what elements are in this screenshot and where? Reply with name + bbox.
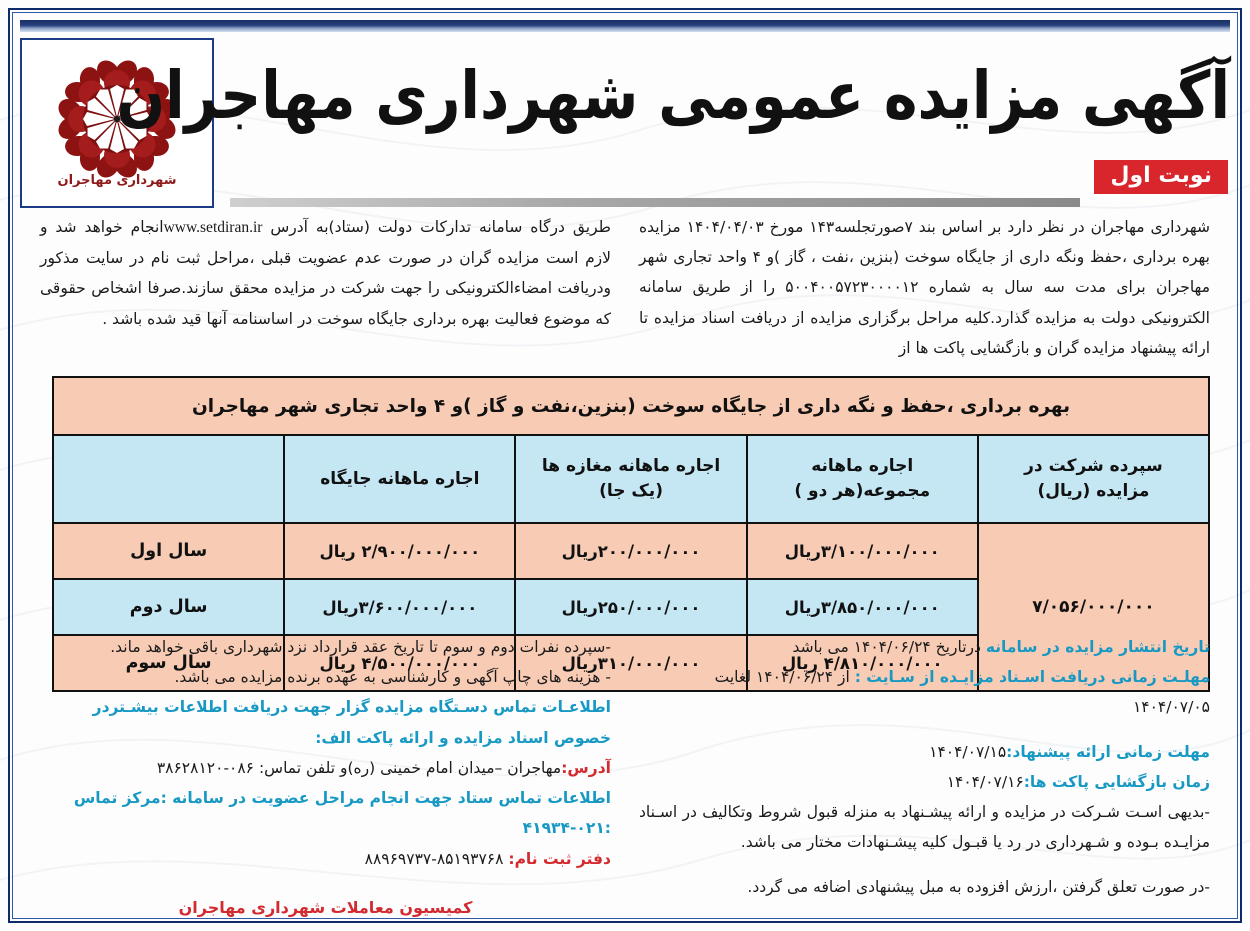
envelope-opening-value: ۱۴۰۴/۰۷/۱۶ xyxy=(946,772,1024,791)
year1-shops-rent: ۲۰۰/۰۰۰/۰۰۰ریال xyxy=(515,523,746,579)
intro-section xyxy=(22,212,1228,367)
column-header-station-rent xyxy=(284,435,515,523)
publish-date-value: درتاریخ ۱۴۰۴/۰۶/۲۴ می باشد xyxy=(792,638,981,656)
commission-signature: کمیسیون معاملات شهرداری مهاجران xyxy=(178,897,473,917)
year2-total-rent: ۳/۸۵۰/۰۰۰/۰۰۰ریال xyxy=(747,579,978,635)
year2-station-rent: ۳/۶۰۰/۰۰۰/۰۰۰ریال xyxy=(284,579,515,635)
column-header-deposit xyxy=(978,435,1209,523)
table-row xyxy=(53,523,1209,579)
intro-left-part1: طریق درگاه سامانه تدارکات دولت (ستاد)به آدرس xyxy=(270,218,611,236)
column-header-total-rent xyxy=(747,435,978,523)
docs-period-line xyxy=(639,662,1210,722)
address-value: مهاجران –میدان امام خمینی (ره)و تلفن تماس: ۰۸۶-۳۸۶۲۸۱۲۰ xyxy=(156,758,562,777)
docs-period-label: مهلـت زمانی دریافت اسـناد مزایـده از سـایت : xyxy=(854,668,1210,687)
table-caption-row xyxy=(53,377,1209,435)
setadiran-url[interactable]: www.setdiran.ir xyxy=(163,219,263,236)
year3-shops-rent: ۳۱۰/۰۰۰/۰۰۰ریال xyxy=(515,635,746,691)
page-header xyxy=(20,20,1230,210)
page-title: آگهی مزایده عمومی شهرداری مهاجران xyxy=(116,58,1230,134)
call-center-value: ۰۲۱-۴۱۹۳۴ xyxy=(522,819,605,838)
bottom-section xyxy=(22,632,1228,917)
round-badge: نوبت اول xyxy=(1094,160,1228,194)
year3-total-rent: ۴/۸۱۰/۰۰۰/۰۰۰ ریال xyxy=(747,635,978,691)
condition-note-2: -در صورت تعلق گرفتن ،ارزش افزوده به مبل پیشنهادی اضافه می گردد. xyxy=(747,877,1210,896)
column-header-total-rent-l2: مجموعه(هر دو ) xyxy=(794,481,931,501)
setad-contact-heading: اطلاعات تماس ستاد جهت انجام مراحل عضویت در سامانه : xyxy=(160,789,611,808)
year3-station-rent: ۴/۵۰۰/۰۰۰/۰۰۰ ریال xyxy=(284,635,515,691)
envelope-opening-line xyxy=(639,767,1210,797)
column-header-deposit-l2: مزایده (ریال) xyxy=(1037,481,1150,501)
year1-label: سال اول xyxy=(53,523,284,579)
table-caption: بهره برداری ،حفظ و نگه داری از جایگاه سوخت (بنزین،نفت و گاز )و ۴ واحد تجاری شهر مهاجران xyxy=(53,377,1209,435)
header-top-band xyxy=(20,20,1230,32)
contacts-column xyxy=(22,632,625,917)
year1-total-rent: ۳/۱۰۰/۰۰۰/۰۰۰ریال xyxy=(747,523,978,579)
intro-paragraph-right: شهرداری مهاجران در نظر دارد بر اساس بند ۷صورتجلسه۱۴۳ مورخ ۱۴۰۴/۰۴/۰۳ مزایده بهره برداری ،حفظ ونگه داری از جایگاه سوخت (بنزین ،نفت ، گاز )و ۴ واحد تجاری شهر مهاجران برای مدت سه سال به شماره ۵۰۰۴۰۰۵۷۲۳۰۰۰۰۱۲ را از طریق سامانه الکترونیکی دولت به مزایده گذارد.کلیه مراحل برگزاری مزایده از دریافت اسناد مزایده تا ارائه پیشنهاد مزایده گران و بازگشایی پاکت ها از xyxy=(639,218,1210,357)
year2-shops-rent: ۲۵۰/۰۰۰/۰۰۰ریال xyxy=(515,579,746,635)
logo-caption: شهرداری مهاجران xyxy=(57,172,177,188)
publish-date-label: تاریخ انتشار مزایده در سامانه xyxy=(985,638,1210,656)
year2-label: سال دوم xyxy=(53,579,284,635)
intro-left-part2: انجام خواهد شد و لازم است مزایده گران در صورت عدم عضویت قبلی ،مراحل ثبت نام در سایت مذکور ودریافت امضاءالکترونیکی را جهت شرکت در مزایده محقق سازند.صرفا اشخاص حقوقی که موضوع فعالیت بهره برداری جایگاه سوخت در اساسنامه آنها قید شده باشد . xyxy=(40,218,611,328)
year1-station-rent: ۲/۹۰۰/۰۰۰/۰۰۰ ریال xyxy=(284,523,515,579)
contact-heading: اطلاعـات تماس دسـتگاه مزایده گزار جهت دریافت اطلاعات بیشـتردر خصوص اسناد مزایده و ارائه پاکت الف: xyxy=(92,698,611,747)
offer-deadline-value: ۱۴۰۴/۰۷/۱۵ xyxy=(929,742,1007,761)
registry-label: دفتر ثبت نام: xyxy=(508,849,611,868)
spacer xyxy=(639,723,1210,737)
registry-value: ۸۵۱۹۳۷۶۸-۸۸۹۶۹۷۳۷ xyxy=(364,849,504,868)
offer-deadline-label: مهلت زمانی ارائه پیشنهاد: xyxy=(1006,742,1210,761)
column-header-shops-rent xyxy=(515,435,746,523)
docs-period-value: از ۱۴۰۴/۰۶/۲۴ لغایت ۱۴۰۴/۰۷/۰۵ xyxy=(714,668,1210,717)
registry-line xyxy=(40,844,611,874)
condition-note-1: -بدیهی اسـت شـرکت در مزایده و ارائه پیشـنهاد به منزله قبول شروط وتکالیف در اسـناد مزایـده بـوده و شـهرداری در رد یا قبـول کلیه پیشـنهادات مختار می باشد. xyxy=(639,803,1210,852)
year3-label: سال سوم xyxy=(53,635,284,691)
column-header-total-rent-l1: اجاره ماهانه xyxy=(811,456,914,477)
address-label: آدرس: xyxy=(561,758,611,777)
setad-contact-line xyxy=(40,783,611,843)
column-header-deposit-l1: سپرده شرکت در xyxy=(1024,456,1163,477)
address-line xyxy=(40,753,611,783)
intro-paragraph-left xyxy=(22,212,625,367)
column-header-shops-rent-l1: اجاره ماهانه مغازه ها xyxy=(541,456,721,477)
offer-deadline-line xyxy=(639,737,1210,767)
schedule-column xyxy=(625,632,1228,907)
column-header-shops-rent-l2: (یک جا) xyxy=(599,481,663,501)
table-header-row xyxy=(53,435,1209,523)
title-container xyxy=(116,36,1230,156)
column-header-station-rent-l1: اجاره ماهانه جایگاه xyxy=(320,468,480,489)
deposit-note: -سپرده نفرات دوم و سوم تا تاریخ عقد قرارداد نزد شهرداری باقی خواهد ماند. xyxy=(110,638,611,656)
cost-note: - هزینه های چاپ آگهی و کارشناسی به عهده برنده مزایده می باشد. xyxy=(174,668,611,687)
envelope-opening-label: زمان بازگشایی پاکت ها: xyxy=(1023,772,1210,791)
publish-date-line xyxy=(639,632,1210,662)
column-header-year xyxy=(53,435,284,523)
spacer xyxy=(639,858,1210,872)
deposit-value: ۷/۰۵۶/۰۰۰/۰۰۰ xyxy=(978,523,1209,691)
header-divider-rule xyxy=(230,198,1080,207)
call-center-label: مرکز تماس : xyxy=(73,789,611,838)
